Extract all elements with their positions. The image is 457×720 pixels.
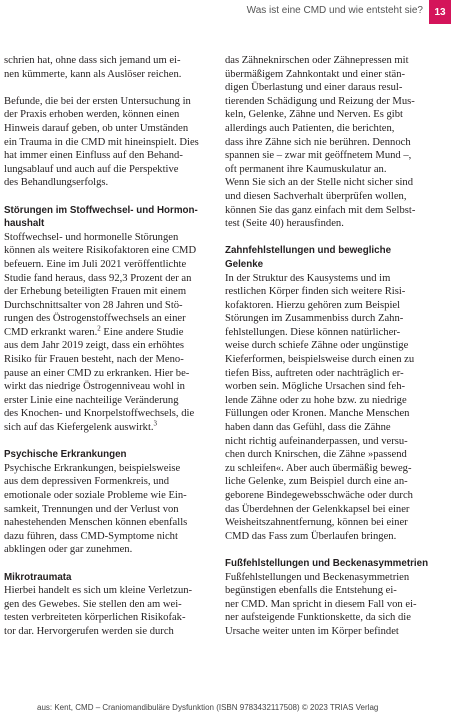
text-line: der Erhebung beteiligten Frauen mit einem — [4, 286, 187, 298]
text-line: Füllungen oder Kronen. Manche Menschen — [225, 408, 410, 420]
paragraph — [4, 584, 216, 638]
text-line: restlichen Körper finden sich weitere Risi- — [225, 286, 406, 298]
paragraph — [4, 231, 216, 435]
text-line: rungen des Östrogenstoffwechsels an einer — [4, 313, 186, 325]
text-line: haben dann das Gefühl, dass die Zähne — [225, 422, 391, 434]
text-line: In der Struktur des Kausystems und im — [225, 272, 391, 284]
left-column — [4, 54, 216, 639]
section-heading: haushalt — [4, 218, 45, 230]
text-line: Befunde, die bei der ersten Untersuchung in — [4, 95, 191, 107]
text-line: nen kümmerte, kann als Auslöser reichen. — [4, 68, 182, 80]
text-line: Studie fand heraus, dass 92,3 Prozent der an — [4, 272, 192, 284]
text-line: weise durch schiefe Zähne oder ungünstige — [225, 340, 409, 352]
section-heading: Fußfehlstellungen und Beckenasymmetrien — [225, 557, 429, 569]
text-line: testen verbreiteten körperlichen Risikofak- — [4, 612, 186, 624]
text-line: Hinweis darauf geben, ob unter Umständen — [4, 122, 189, 134]
text-span: CMD erkrankt waren. — [4, 326, 98, 338]
running-header-title: Was ist eine CMD und wie entsteht sie? — [246, 5, 423, 16]
footnote-marker: 2 — [97, 324, 101, 333]
text-span: sich auf das Kiefergelenk auswirkt. — [4, 422, 154, 434]
text-line: CMD das Fass zum Überlaufen bringen. — [225, 530, 397, 542]
text-line: des Behandlungserfolgs. — [4, 177, 109, 189]
text-line: Störungen im Zusammenbiss durch Zahn- — [225, 313, 404, 325]
paragraph — [4, 95, 216, 190]
text-line: können Sie das ganz einfach mit dem Selbst- — [225, 204, 416, 216]
text-line: chen durch Knirschen, die Zähne »passend — [225, 449, 407, 461]
text-line — [4, 326, 216, 340]
text-line: abklingen oder gar zunehmen. — [4, 544, 133, 556]
text-line: oft permanent ihre Kaumuskulatur an. — [225, 163, 387, 175]
section-heading: Gelenke — [225, 258, 264, 270]
text-line: ner aufsteigende Funktionskette, da sich die — [225, 612, 411, 624]
paragraph — [4, 462, 216, 557]
right-column — [225, 54, 449, 639]
text-line: allerdings auch Patienten, die berichten, — [225, 122, 395, 134]
text-line: dazu führen, dass CMD-Symptome nicht — [4, 530, 178, 542]
text-line: aus dem depressiven Formenkreis, und — [4, 476, 170, 488]
text-line: spannen sie – zwar mit geöffnetem Mund –, — [225, 150, 412, 162]
text-line: zu schleifen«. Aber auch übermäßig beweg- — [225, 462, 412, 474]
section-heading: Zahnfehlstellungen und bewegliche — [225, 245, 392, 257]
text-line: lende Zähne oder zu hohe bzw. zu niedrige — [225, 394, 407, 406]
text-line: können als weitere Risikofaktoren eine CMD — [4, 245, 197, 257]
text-line: aus dem Jahr 2019 zeigt, dass ein erhöhtes — [4, 340, 185, 352]
text-line: Psychische Erkrankungen, beispielsweise — [4, 462, 181, 474]
text-line: des Knochen- und Knorpelstoffwechsels, die — [4, 408, 195, 420]
text-line — [4, 421, 216, 435]
text-line: kofaktoren. Hierzu gehören zum Beispiel — [225, 299, 401, 311]
paragraph — [225, 54, 449, 231]
running-header — [0, 0, 457, 24]
text-line: erster Linie eine nachteilige Veränderung — [4, 394, 179, 406]
text-line: digen Überlastung und einer daraus resul- — [225, 82, 403, 94]
text-line: gen des Gewebes. Sie stellen den am wei- — [4, 598, 182, 610]
text-line: übermäßigem Zahnkontakt und einer stän- — [225, 68, 406, 80]
text-line: geborene Bindegewebsschwäche oder durch — [225, 490, 413, 501]
text-line: ein Trauma in die CMD mit hineinspielt. Dies — [4, 136, 199, 148]
text-line: nicht richtig aufeinanderpassen, und versu- — [225, 435, 408, 447]
text-line: keln, Gelenke, Zähne und Nerven. Es gibt — [225, 109, 403, 121]
text-line: Stoffwechsel- und hormonelle Störungen — [4, 231, 179, 243]
section-heading: Psychische Erkrankungen — [4, 449, 127, 461]
text-line: begünstigen ebenfalls die Entstehung ei- — [225, 585, 397, 597]
section-heading: Störungen im Stoffwechsel- und Hormon- — [4, 204, 198, 216]
footnote-marker: 3 — [153, 419, 158, 428]
text-line: tor dar. Hervorgerufen werden sie durch — [4, 625, 174, 637]
section-heading: Mikrotraumata — [4, 571, 72, 583]
text-line: Kieferformen, beispielsweise durch einen zu — [225, 354, 415, 366]
text-span: Eine andere Studie — [100, 326, 184, 338]
source-footer: aus: Kent, CMD – Craniomandibuläre Dysfunktion (ISBN 9783432117508) © 2023 TRIAS Verlag — [37, 703, 379, 712]
text-line: tiefen Biss, auftreten oder nachträglich er- — [225, 367, 404, 379]
text-line: fehlstellungen. Diese können natürlicher- — [225, 326, 401, 338]
text-line: emotionale oder soziale Probleme wie Ein- — [4, 490, 187, 501]
paragraph — [225, 571, 449, 639]
text-line: pause an einer CMD zu erkranken. Hier be- — [4, 367, 190, 379]
text-line: hat immer einen Einfluss auf den Behand- — [4, 150, 183, 162]
text-line: Durchschnittsalter von 28 Jahren und Stö- — [4, 299, 183, 311]
text-line: wirkt das niedrige Östrogenniveau wohl in — [4, 381, 185, 393]
text-line: worben sein. Mögliche Ursachen sind feh- — [225, 381, 406, 393]
text-line: und diesen Sachverhalt überprüfen wollen, — [225, 190, 407, 202]
text-line: tierenden Schädigung und Reizung der Mus- — [225, 95, 415, 107]
text-line: samkeit, Trennungen und der Verlust von — [4, 503, 179, 515]
text-line: ner CMD. Man spricht in diesem Fall von ei- — [225, 598, 417, 610]
text-line: Risiko für Frauen besteht, nach der Meno- — [4, 354, 184, 366]
paragraph — [4, 54, 216, 81]
text-line: Weisheitszahnentfernung, können bei einer — [225, 517, 408, 529]
text-line: befeuern. Eine im Juli 2021 veröffentlichte — [4, 258, 187, 270]
text-line: das Überdehnen der Gelenkkapsel bei einer — [225, 503, 410, 515]
text-line: lungsablauf und auch auf die Perspektive — [4, 163, 179, 175]
text-line: liche Gelenke, zum Beispiel durch eine an- — [225, 476, 408, 488]
text-line: schrien hat, ohne dass sich jemand um ei- — [4, 55, 181, 66]
text-line: der Praxis erhoben werden, können einen — [4, 109, 180, 121]
page-number-badge: 13 — [429, 0, 451, 24]
text-line: nahestehenden Menschen können ebenfalls — [4, 517, 188, 529]
text-line: Fußfehlstellungen und Beckenasymmetrien — [225, 571, 410, 583]
text-line: das Zähneknirschen oder Zähnepressen mit — [225, 55, 409, 66]
text-line: test (Seite 40) herausfinden. — [225, 218, 344, 230]
paragraph — [225, 272, 449, 544]
text-line: Ursache weiter unten im Körper befindet — [225, 625, 399, 637]
text-line: dass ihre Zähne sich nie berühren. Dennoch — [225, 136, 411, 148]
text-line: Hierbei handelt es sich um kleine Verletzun- — [4, 585, 193, 597]
text-line: Wenn Sie sich an der Stelle nicht sicher sind — [225, 177, 414, 189]
